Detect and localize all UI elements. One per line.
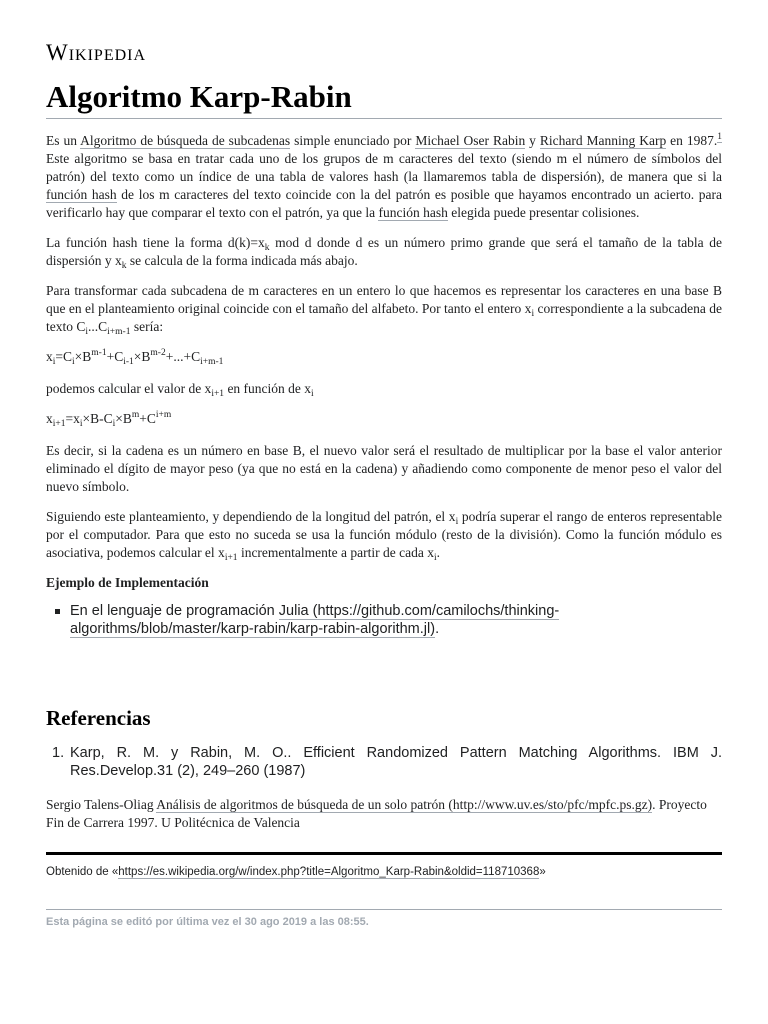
link-hash-function[interactable]: función hash [46, 187, 117, 202]
formula-xi: $x_i=C_i\times B^{m-1}+C_{i-1}\times B^{m-2}+...+C_{i+m-1}$ [46, 348, 224, 367]
article-body [46, 132, 722, 638]
reference-item: 1. Karp, R. M. y Rabin, M. O.. Efficient Randomized Pattern Matching Algorithms. IBM J. Res.Develop.31 (2), 249–260 (1987) [52, 745, 722, 779]
formula-xi-plus-1: $x_{i+1}=x_i\times B-C_i\times B^m+C^{i+m}$ [46, 410, 172, 429]
link-julia-implementation[interactable]: Julia (https://github.com/camilochs/thinking-algorithms/blob/master/karp-rabin/karp-rabin-algorithm.jl) [70, 603, 560, 637]
list-item: En el lenguaje de programación Julia (https://github.com/camilochs/thinking-algorithms/blob/master/karp-rabin/karp-rabin-algorithm.jl). [70, 602, 722, 638]
reference-marker-1[interactable]: 1 [717, 132, 722, 142]
link-substring-search[interactable]: Algoritmo de búsqueda de subcadenas [80, 133, 291, 148]
link-talens-oliag[interactable]: Análisis de algoritmos de búsqueda de un solo patrón (http://www.uv.es/sto/pfc/mpfc.ps.gz) [156, 797, 653, 812]
paragraph-base-transform: Para transformar cada subcadena de m caracteres en un entero lo que hacemos es representar los caracteres en una base B que en el planteamiento original coincide con el tamaño del alfabeto. Por tanto el entero $x_i$ correspondiente a la subcadena de texto $C_i...C_{i+m-1}$ sería: [46, 283, 722, 337]
wikipedia-wordmark[interactable]: Wikipedia [46, 40, 147, 65]
title-divider [46, 118, 722, 119]
references-heading: Referencias [46, 706, 151, 730]
paragraph-intro: Es un Algoritmo de búsqueda de subcadenas simple enunciado por Michael Oser Rabin y Richard Manning Karp en 1987.$^1$ Este algoritmo se basa en tratar cada uno de los grupos de m caracteres del texto (siendo m el número de símbolos del patrón) del texto como un índice de una tabla de valores hash (la llamaremos tabla de dispersión), de manera que si la función hash de los m caracteres del texto coincide con la del patrón es posible que hayamos encontrado un acierto. para verificarlo hay que comparar el texto con el patrón, ya que la función hash elegida puede presentar colisiones. [46, 132, 722, 220]
paragraph-modulo: Siguiendo este planteamiento, y dependiendo de la longitud del patrón, el $x_i$ podría superar el rango de enteros representable por el computador. Para que esto no suceda se usa la función módulo (resto de la división). Como la función módulo es asociativa, podemos calcular el $x_{i+1}$ incrementalmente a partir de cada $x_i$. [46, 509, 722, 563]
additional-reference: Sergio Talens-Oliag Análisis de algoritmos de búsqueda de un solo patrón (http://www.uv.es/sto/pfc/mpfc.ps.gz). Proyecto Fin de Carrera 1997. U Politécnica de Valencia [46, 797, 707, 830]
reference-number: 1. [52, 745, 65, 761]
paragraph-hash-form: La función hash tiene la forma $d(k)=x_k$ mod d donde d es un número primo grande que será el tamaño de la tabla de dispersión y $x_k$ se calcula de la forma indicada más abajo. [46, 235, 723, 271]
link-michael-rabin[interactable]: Michael Oser Rabin [415, 133, 526, 148]
paragraph-compute-next: podemos calcular el valor de $x_{i+1}$ en función de $x_i$ [46, 381, 314, 399]
reference-list [52, 744, 722, 780]
implementation-list [46, 602, 722, 638]
link-hash-function-2[interactable]: función hash [378, 205, 448, 220]
page-title: Algoritmo Karp-Rabin [46, 79, 352, 114]
footer-divider [46, 852, 722, 855]
obtained-from: Obtenido de «https://es.wikipedia.org/w/index.php?title=Algoritmo_Karp-Rabin&oldid=118710368» [46, 866, 546, 878]
last-edited: Esta página se editó por última vez el 30 ago 2019 a las 08:55. [46, 916, 369, 928]
permanent-link[interactable]: https://es.wikipedia.org/w/index.php?title=Algoritmo_Karp-Rabin&oldid=118710368 [118, 866, 540, 878]
footer-divider-thin [46, 909, 722, 910]
link-richard-karp[interactable]: Richard Manning Karp [539, 133, 667, 148]
paragraph-explanation: Es decir, si la cadena es un número en base B, el nuevo valor será el resultado de multiplicar por la base el valor anterior eliminado el dígito de mayor peso (ya que no está en la cadena) y añadiendo como componente de menor peso el valor del nuevo símbolo. [46, 443, 722, 494]
implementation-heading: Ejemplo de Implementación [46, 575, 209, 590]
